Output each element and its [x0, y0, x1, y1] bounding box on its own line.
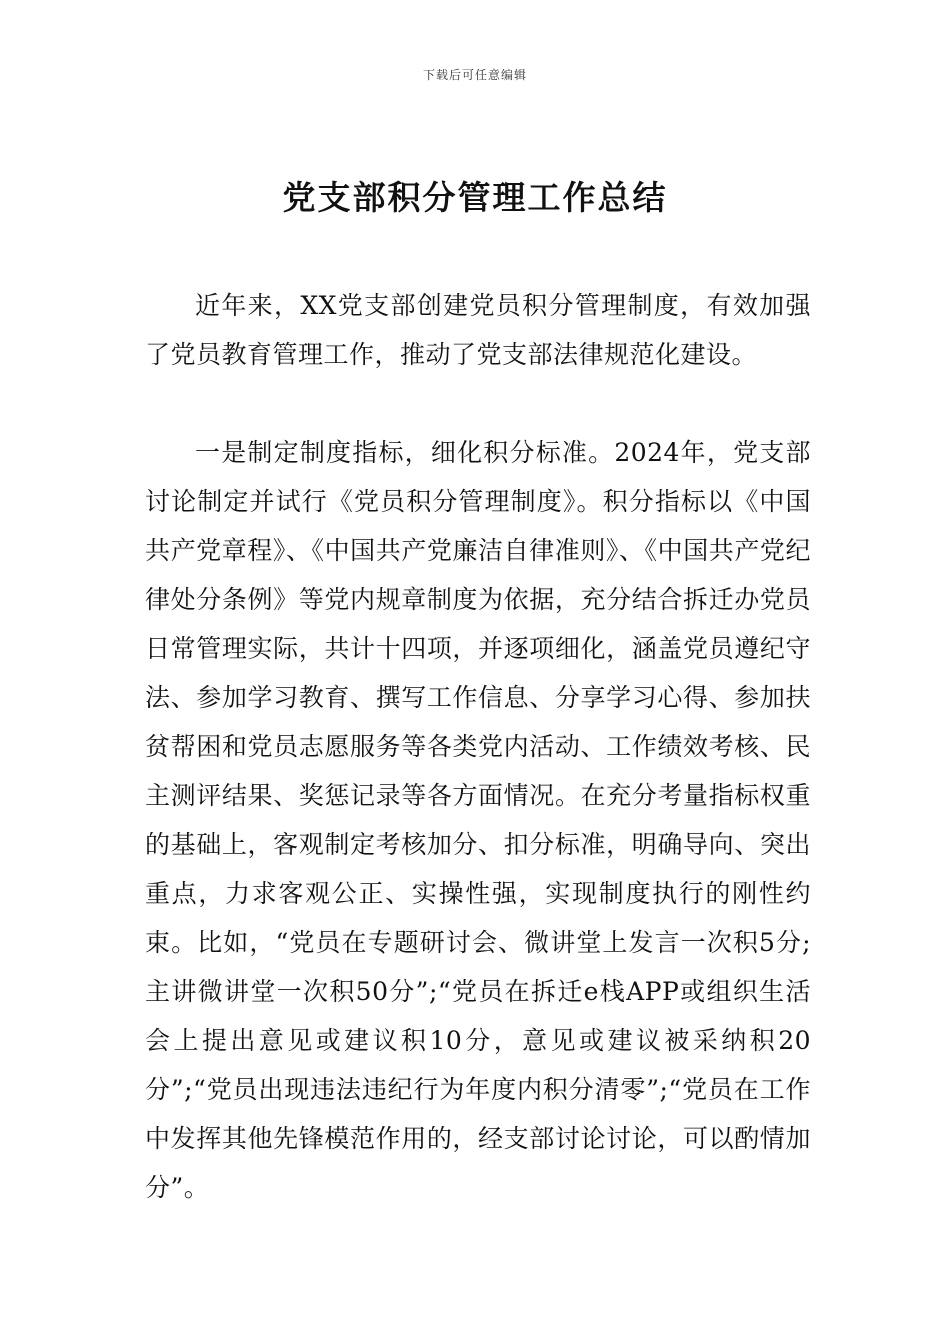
header-note: 下载后可任意编辑 — [422, 68, 527, 82]
paragraph-intro: 近年来，XX党支部创建党员积分管理制度，有效加强了党员教育管理工作，推动了党支部法律规范化建设。 — [145, 291, 811, 369]
paragraph-point-one: 一是制定制度指标，细化积分标准。2024年，党支部讨论制定并试行《党员积分管理制度》。积分指标以《中国共产党章程》、《中国共产党廉洁自律准则》、《中国共产党纪律处分条例》等党内规章制度为依据，充分结合拆迁办党员日常管理实际，共计十四项，并逐项细化，涵盖党员遵纪守法、参加学习教育、撰写工作信息、分享学习心得、参加扶贫帮困和党员志愿服务等各类党内活动、工作绩效考核、民主测评结果、奖惩记录等各方面情况。在充分考量指标权重的基础上，客观制定考核加分、扣分标准，明确导向、突出重点，力求客观公正、实操性强，实现制度执行的刚性约束。比如，“党员在专题研讨会、微讲堂上发言一次积5分;主讲微讲堂一次积50分”;“党员在拆迁e栈APP或组织生活会上提出意见或建议积10分，意见或建议被采纳积20分”;“党员出现违法违纪行为年度内积分清零”;“党员在工作中发挥其他先锋模范作用的，经支部讨论讨论，可以酌情加分”。 — [145, 438, 811, 1202]
document-body — [145, 281, 811, 1212]
document-title: 党支部积分管理工作总结 — [282, 178, 668, 217]
